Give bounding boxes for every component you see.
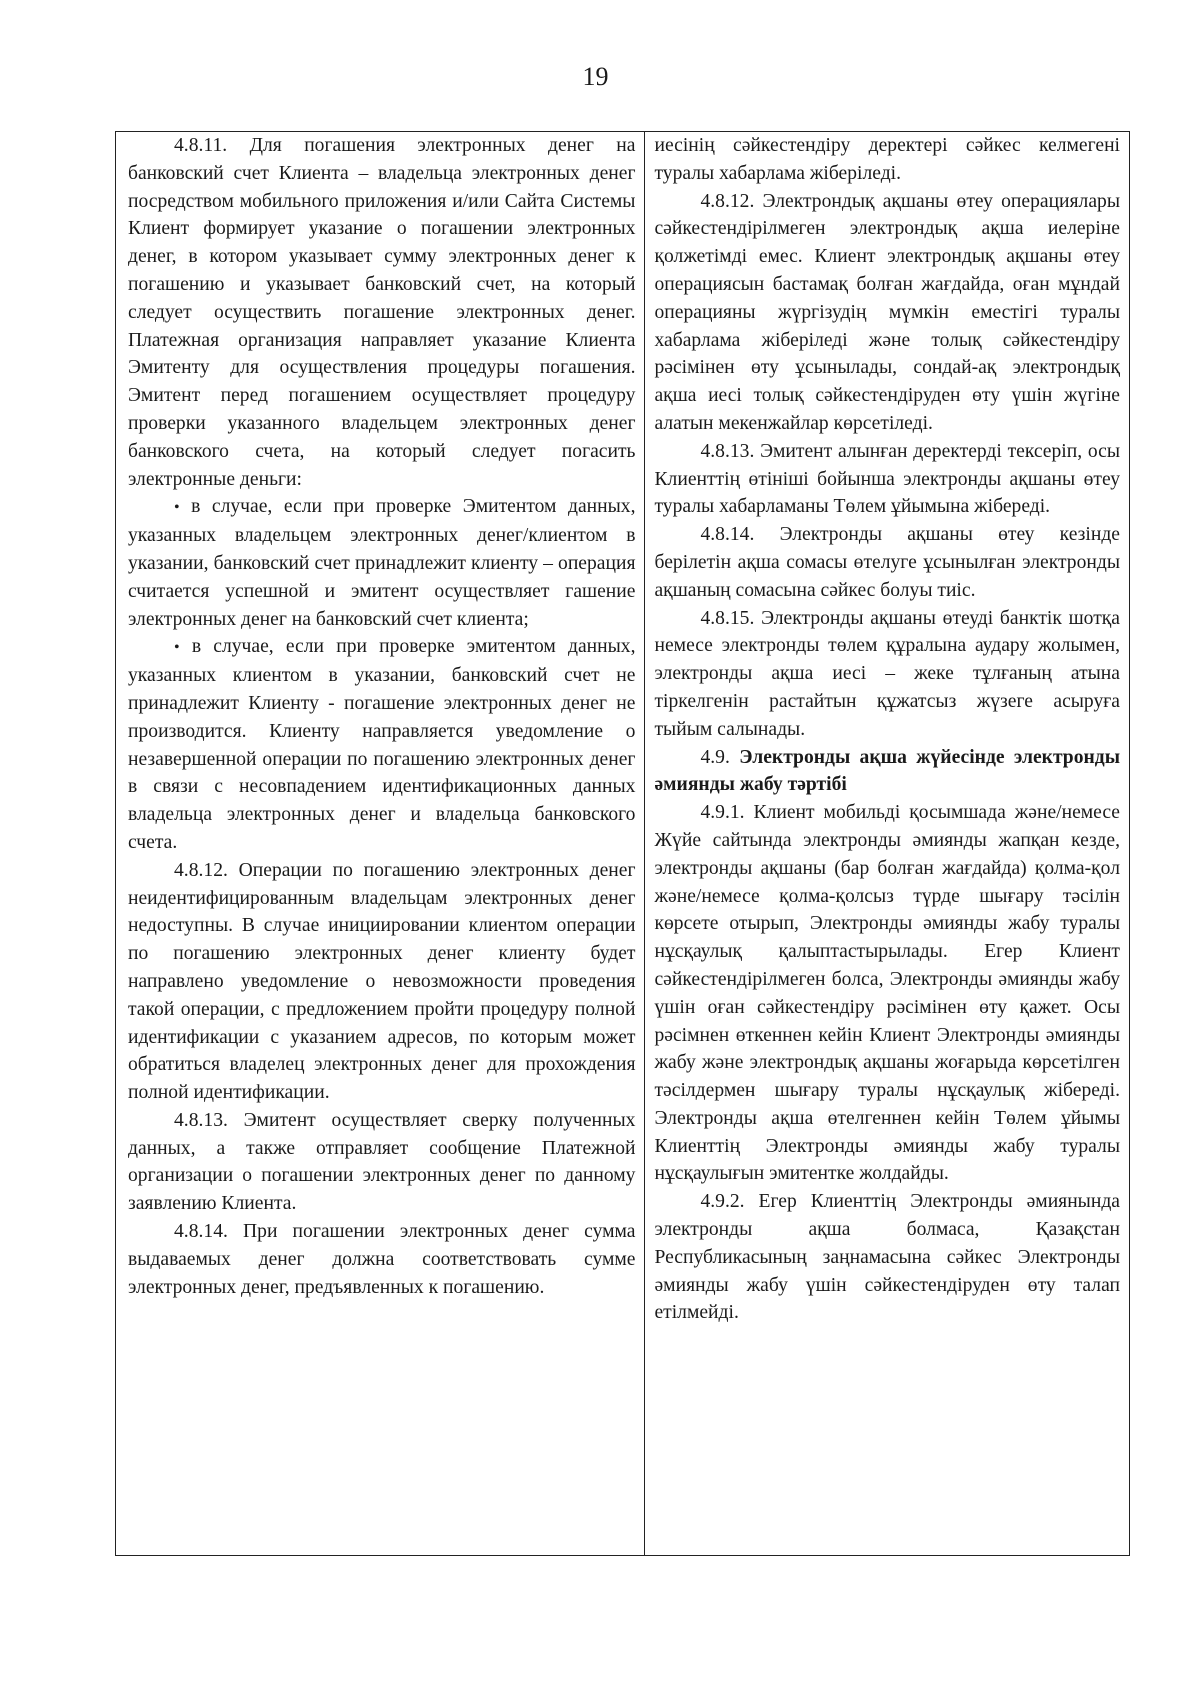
section-heading-text: Электронды ақша жүйесінде электронды әмиянды жабу тәртібі <box>654 746 1120 796</box>
clause-4-8-11-ru: 4.8.11. Для погашения электронных денег на банковский счет Клиента – владельца электронных денег посредством мобильного приложения и/или Сайта Системы Клиент формирует указание о погашении электронных денег, в котором указывает сумму электронных денег к погашению и указывает банковский счет, на который следует осуществить погашение электронных денег. Платежная организация направляет указание Клиента Эмитенту для осуществления процедуры погашения. Эмитент перед погашением осуществляет процедуру проверки указанного владельцем электронных денег банковского счета, на который следует погасить электронные деньги: <box>128 135 636 490</box>
bullet-icon: • <box>174 499 180 517</box>
bullet-icon: • <box>174 639 180 657</box>
bullet-item-1-text: в случае, если при проверке Эмитентом данных, указанных владельцем электронных денег/клиентом в указании, банковский счет принадлежит клиенту – операция считается успешной и эмитент осуществляет гашение электронных денег на банковский счет клиента; <box>128 496 636 630</box>
clause-4-8-13-kz: 4.8.13. Эмитент алынған деректерді тексеріп, осы Клиенттің өтініші бойынша электронды ақшаны өтеу туралы хабарламаны Төлем ұйымына жібереді. <box>654 440 1120 518</box>
bullet-item-2 <box>128 633 635 856</box>
kazakh-column <box>645 132 1129 1555</box>
clause-4-8-13-ru: 4.8.13. Эмитент осуществляет сверку полученных данных, а также отправляет сообщение Платежной организации о погашении электронных денег по данному заявлению Клиента. <box>128 1109 636 1215</box>
clause-4-9-2-kz: 4.9.2. Егер Клиенттің Электронды әмиянында электронды ақша болмаса, Қазақстан Республикасының заңнамасына сәйкес Электронды әмиянды жабу үшін сәйкестендіруден өту талап етілмейді. <box>654 1191 1120 1324</box>
clause-4-8-15-kz: 4.8.15. Электронды ақшаны өтеуді банктік шотқа немесе электронды төлем құралына аудару жолымен, электронды ақша иесі – жеке тұлғаның атына тіркелгенін растайтын құжатсыз жүзеге асыруға тыйым салынады. <box>654 607 1120 740</box>
clause-4-8-14-ru: 4.8.14. При погашении электронных денег сумма выдаваемых денег должна соответствовать сумме электронных денег, предъявленных к погашению. <box>128 1221 636 1298</box>
clause-4-8-14-kz: 4.8.14. Электронды ақшаны өтеу кезінде берілетін ақша сомасы өтелуге ұсынылған электронды ақшаның сомасына сәйкес болуы тиіс. <box>654 524 1120 601</box>
clause-4-8-12-kz: 4.8.12. Электрондық ақшаны өтеу операциялары сәйкестендірілмеген электрондық ақша иелеріне қолжетімді емес. Клиент электрондық ақшаны өтеу операциясын бастамақ болған жағдайда, оған мұндай операцияны жүргізудің мүмкін еместігі туралы хабарлама жіберіледі және толық сәйкестендіру рәсімінен өту ұсынылады, сондай-ақ электрондық ақша иесі толық сәйкестендіруден өту үшін жүгіне алатын мекенжайлар көрсетіледі. <box>654 190 1120 434</box>
section-heading-4-9 <box>654 744 1120 800</box>
russian-column <box>116 132 645 1555</box>
bullet-item-1 <box>128 493 635 633</box>
section-heading-number: 4.9. <box>700 746 730 768</box>
clause-4-8-11-kz-continued: иесінің сәйкестендіру деректері сәйкес келмегені туралы хабарлама жіберіледі. <box>654 135 1120 184</box>
page-number: 19 <box>582 62 609 91</box>
bilingual-table <box>115 131 1130 1556</box>
clause-4-9-1-kz: 4.9.1. Клиент мобильді қосымшада және/немесе Жүйе сайтында электронды әмиянды жапқан кезде, электронды ақшаны (бар болған жағдайда) қолма-қол және/немесе қолма-қолсыз түрде шығару тәсілін көрсете отырып, Электронды әмиянды жабу туралы нұсқаулық қалыптастырылады. Егер Клиент сәйкестендірілмеген болса, Электронды әмиянды жабу үшін оған сәйкестендіру рәсімінен өту қажет. Осы рәсімнен өткеннен кейін Клиент Электронды әмиянды жабу және электрондық ақшаны жоғарыда көрсетілген тәсілдермен шығару туралы нұсқаулық жібереді. Электронды ақша өтелгеннен кейін Төлем ұйымы Клиенттің Электронды әмиянды жабу туралы нұсқаулығын эмитентке жолдайды. <box>654 802 1120 1185</box>
clause-4-8-12-ru: 4.8.12. Операции по погашению электронных денег неидентифицированным владельцам электронных денег недоступны. В случае инициировании клиентом операции по погашению электронных денег клиенту будет направлено уведомление о невозможности проведения такой операции, с предложением пройти процедуру полной идентификации с указанием адресов, по которым может обратиться владелец электронных денег для прохождения полной идентификации. <box>128 859 636 1104</box>
bullet-item-2-text: в случае, если при проверке эмитентом данных, указанных клиентом в указании, банковский счет не принадлежит Клиенту - погашение электронных денег не производится. Клиенту направляется уведомление о незавершенной операции по погашению электронных денег в связи с несовпадением идентификационных данных владельца электронных денег и владельца банковского счета. <box>128 636 636 853</box>
